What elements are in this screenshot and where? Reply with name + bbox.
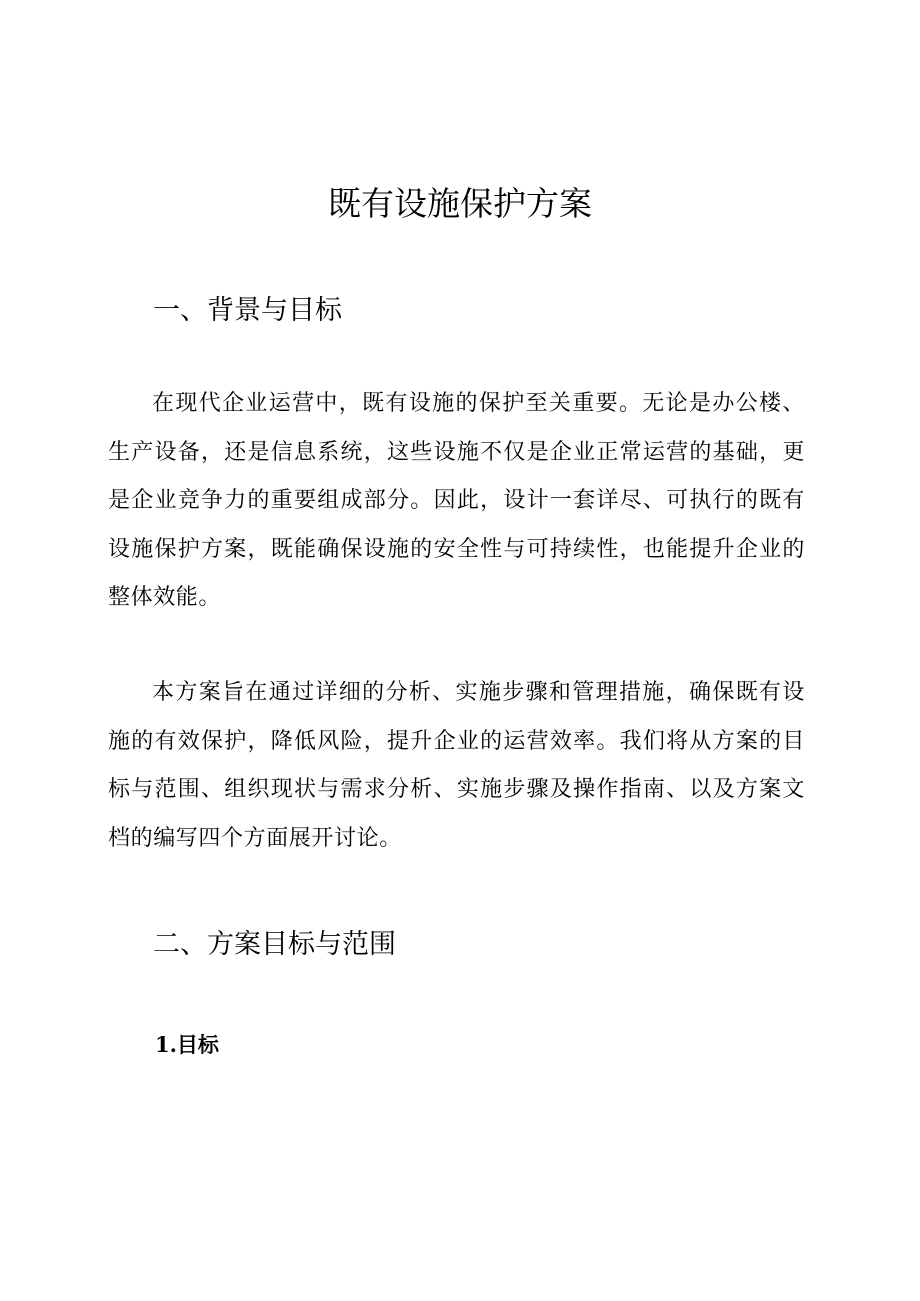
- paragraph-background-1: 在现代企业运营中，既有设施的保护至关重要。无论是办公楼、生产设备，还是信息系统，这些设施不仅是企业正常运营的基础，更是企业竞争力的重要组成部分。因此，设计一套详尽、可执行的既有设施保护方案，既能确保设施的安全性与可持续性，也能提升企业的整体效能。: [108, 391, 805, 610]
- section-heading-background: 一、背景与目标: [153, 295, 342, 326]
- paragraph-background-2: 本方案旨在通过详细的分析、实施步骤和管理措施，确保既有设施的有效保护，降低风险，提升企业的运营效率。我们将从方案的目标与范围、组织现状与需求分析、实施步骤及操作指南、以及方案文档的编写四个方面展开讨论。: [108, 680, 805, 851]
- page-title: 既有设施保护方案: [328, 184, 592, 223]
- subheading-goals: 1.目标: [155, 1032, 219, 1057]
- section-heading-goals-scope: 二、方案目标与范围: [153, 929, 396, 960]
